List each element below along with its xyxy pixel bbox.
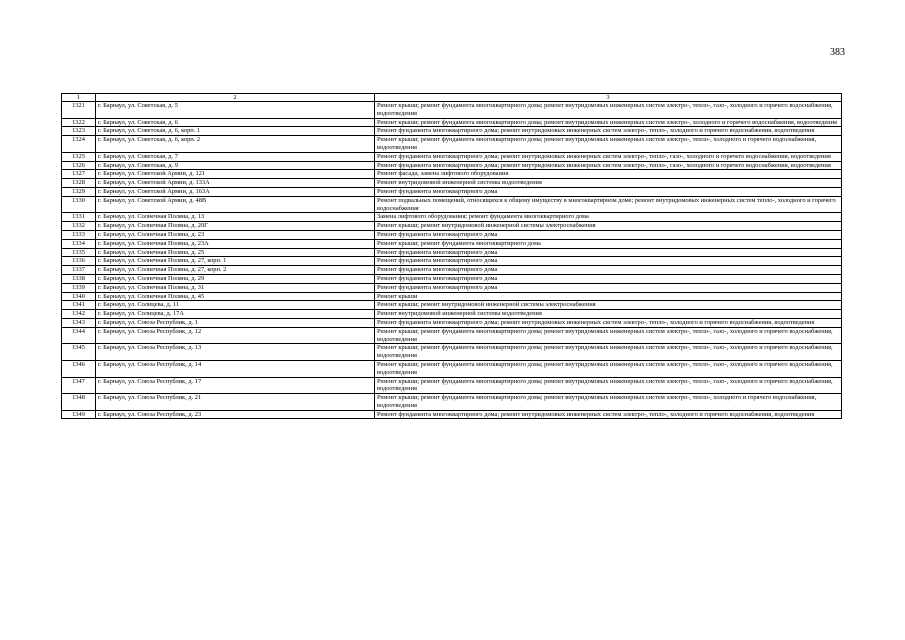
column-header-2: 2 [96,94,375,102]
row-number: 1347 [62,377,96,394]
table-row [62,283,842,292]
row-number: 1331 [62,213,96,222]
column-header-3: 3 [375,94,842,102]
row-address: г. Барнаул, ул. Солнечная Поляна, д. 25 [96,248,375,257]
row-address: г. Барнаул, ул. Советская, д. 9 [96,161,375,170]
row-works: Ремонт внутридомовой инженерной системы водоотведения [375,310,842,319]
row-address: г. Барнаул, ул. Советской Армии, д. 48В [96,196,375,213]
row-number: 1344 [62,327,96,344]
row-works: Ремонт фундамента многоквартирного дома [375,248,842,257]
row-number: 1338 [62,274,96,283]
table-row [62,118,842,127]
row-number: 1330 [62,196,96,213]
row-address: г. Барнаул, ул. Советская, д. 6, корп. 2 [96,136,375,153]
row-works: Ремонт фундамента многоквартирного дома [375,230,842,239]
row-address: г. Барнаул, ул. Солнечная Поляна, д. 23 [96,230,375,239]
row-number: 1339 [62,283,96,292]
row-address: г. Барнаул, ул. Солнечная Поляна, д. 27, корп. 1 [96,257,375,266]
row-number: 1341 [62,301,96,310]
row-works: Ремонт подвальных помещений, относящихся к общему имуществу в многоквартирном доме; ремонт внутридомовых инженерных систем тепло-, холодного и горячего водоснабжения [375,196,842,213]
row-works: Ремонт крыши; ремонт фундамента многоквартирного дома; ремонт внутридомовых инженерных систем электро-, тепло-, газо-, холодного и горячего водоснабжения, водоотведения [375,344,842,361]
row-address: г. Барнаул, ул. Солнцева, д. 17А [96,310,375,319]
row-works: Ремонт фундамента многоквартирного дома [375,274,842,283]
row-works: Ремонт фундамента многоквартирного дома; ремонт внутридомовых инженерных систем электро-, тепло-, холодного и горячего водоснабжения, водоотведения [375,127,842,136]
row-number: 1342 [62,310,96,319]
table-row [62,318,842,327]
table-row [62,213,842,222]
row-number: 1324 [62,136,96,153]
row-works: Ремонт крыши; ремонт фундамента многоквартирного дома; ремонт внутридомовых инженерных систем электро-, тепло-, холодного и горячего водоснабжения, водоотведения [375,136,842,153]
row-number: 1321 [62,102,96,119]
table-row [62,360,842,377]
row-address: г. Барнаул, ул. Солнцева, д. 11 [96,301,375,310]
row-address: г. Барнаул, ул. Советская, д. 6, корп. 1 [96,127,375,136]
table-row [62,410,842,419]
row-works: Ремонт фундамента многоквартирного дома; ремонт внутридомовых инженерных систем электро-, тепло-, газо-, холодного и горячего водоснабжения, водоотведения [375,161,842,170]
row-address: г. Барнаул, ул. Советской Армии, д. 163А [96,187,375,196]
row-works: Ремонт крыши [375,292,842,301]
row-works: Ремонт крыши; ремонт внутридомовой инженерной системы электроснабжения [375,301,842,310]
table-row [62,222,842,231]
row-address: г. Барнаул, ул. Союза Республик, д. 14 [96,360,375,377]
table-row [62,136,842,153]
table-row [62,161,842,170]
table-row [62,127,842,136]
row-address: г. Барнаул, ул. Советской Армии, д. 121 [96,170,375,179]
row-address: г. Барнаул, ул. Солнечная Поляна, д. 45 [96,292,375,301]
table-row [62,248,842,257]
row-works: Ремонт фундамента многоквартирного дома [375,257,842,266]
row-address: г. Барнаул, ул. Солнечная Поляна, д. 23А [96,239,375,248]
table-row [62,310,842,319]
row-works: Ремонт фундамента многоквартирного дома [375,266,842,275]
row-number: 1346 [62,360,96,377]
row-number: 1335 [62,248,96,257]
table-row [62,344,842,361]
table-row [62,239,842,248]
row-address: г. Барнаул, ул. Солнечная Поляна, д. 31 [96,283,375,292]
row-number: 1329 [62,187,96,196]
register-table [61,93,842,419]
table-row [62,230,842,239]
row-number: 1348 [62,394,96,411]
row-number: 1336 [62,257,96,266]
row-works: Ремонт крыши; ремонт фундамента многоквартирного дома; ремонт внутридомовых инженерных систем электро-, тепло-, газо-, холодного и горячего водоснабжения, водоотведения [375,102,842,119]
row-number: 1328 [62,179,96,188]
table-row [62,274,842,283]
row-address: г. Барнаул, ул. Солнечная Поляна, д. 20Г [96,222,375,231]
row-number: 1345 [62,344,96,361]
page-number: 383 [830,47,845,58]
row-address: г. Барнаул, ул. Союза Республик, д. 12 [96,327,375,344]
row-address: г. Барнаул, ул. Солнечная Поляна, д. 27, корп. 2 [96,266,375,275]
table-header-row [62,94,842,102]
row-number: 1327 [62,170,96,179]
row-works: Ремонт крыши; ремонт фундамента многоквартирного дома [375,239,842,248]
row-number: 1333 [62,230,96,239]
table-row [62,266,842,275]
table-row [62,394,842,411]
row-number: 1334 [62,239,96,248]
row-address: г. Барнаул, ул. Советская, д. 7 [96,152,375,161]
row-address: г. Барнаул, ул. Советская, д. 5 [96,102,375,119]
table-row [62,187,842,196]
column-header-1: 1 [62,94,96,102]
table-row [62,301,842,310]
row-address: г. Барнаул, ул. Союза Республик, д. 13 [96,344,375,361]
row-address: г. Барнаул, ул. Союза Республик, д. 1 [96,318,375,327]
row-works: Ремонт крыши; ремонт внутридомовой инженерной системы электроснабжения [375,222,842,231]
row-address: г. Барнаул, ул. Советской Армии, д. 133А [96,179,375,188]
row-number: 1323 [62,127,96,136]
row-works: Ремонт крыши; ремонт фундамента многоквартирного дома; ремонт внутридомовых инженерных систем электро-, тепло-, газо-, холодного и горячего водоснабжения, водоотведения [375,377,842,394]
table-body [62,102,842,419]
row-address: г. Барнаул, ул. Союза Республик, д. 21 [96,394,375,411]
row-works: Ремонт фундамента многоквартирного дома; ремонт внутридомовых инженерных систем электро-, тепло-, холодного и горячего водоснабжения, водоотведения [375,318,842,327]
row-number: 1332 [62,222,96,231]
row-works: Ремонт фундамента многоквартирного дома; ремонт внутридомовых инженерных систем электро-, тепло-, газо-, холодного и горячего водоснабжения, водоотведения [375,152,842,161]
table-row [62,170,842,179]
row-address: г. Барнаул, ул. Солнечная Поляна, д. 29 [96,274,375,283]
row-works: Ремонт крыши; ремонт фундамента многоквартирного дома; ремонт внутридомовых инженерных систем электро-, тепло-, газо-, холодного и горячего водоснабжения, водоотведения [375,360,842,377]
table-row [62,327,842,344]
table-row [62,196,842,213]
table-row [62,257,842,266]
row-works: Ремонт крыши; ремонт фундамента многоквартирного дома; ремонт внутридомовых инженерных систем электро-, холодного и горячего водоснабжения, водоотведения [375,118,842,127]
table-row [62,102,842,119]
table-row [62,292,842,301]
row-number: 1343 [62,318,96,327]
row-number: 1326 [62,161,96,170]
row-works: Замена лифтового оборудования; ремонт фундамента многоквартирного дома [375,213,842,222]
row-address: г. Барнаул, ул. Советская, д. 6 [96,118,375,127]
row-address: г. Барнаул, ул. Союза Республик, д. 23 [96,410,375,419]
row-number: 1337 [62,266,96,275]
row-number: 1325 [62,152,96,161]
row-number: 1322 [62,118,96,127]
table-row [62,179,842,188]
row-works: Ремонт фундамента многоквартирного дома; ремонт внутридомовых инженерных систем электро-, тепло-, холодного и горячего водоснабжения, водоотведения [375,410,842,419]
row-number: 1349 [62,410,96,419]
row-works: Ремонт крыши; ремонт фундамента многоквартирного дома; ремонт внутридомовых инженерных систем электро-, тепло-, газо-, холодного и горячего водоснабжения, водоотведения [375,327,842,344]
row-address: г. Барнаул, ул. Союза Республик, д. 17 [96,377,375,394]
row-works: Ремонт фундамента многоквартирного дома [375,187,842,196]
row-works: Ремонт внутридомовой инженерной системы водоотведения [375,179,842,188]
row-works: Ремонт крыши; ремонт фундамента многоквартирного дома; ремонт внутридомовых инженерных систем электро-, тепло-, холодного и горячего водоснабжения, водоотведения [375,394,842,411]
row-number: 1340 [62,292,96,301]
table-row [62,377,842,394]
row-works: Ремонт фундамента многоквартирного дома [375,283,842,292]
row-address: г. Барнаул, ул. Солнечная Поляна, д. 13 [96,213,375,222]
row-works: Ремонт фасада; замена лифтового оборудования [375,170,842,179]
table-row [62,152,842,161]
